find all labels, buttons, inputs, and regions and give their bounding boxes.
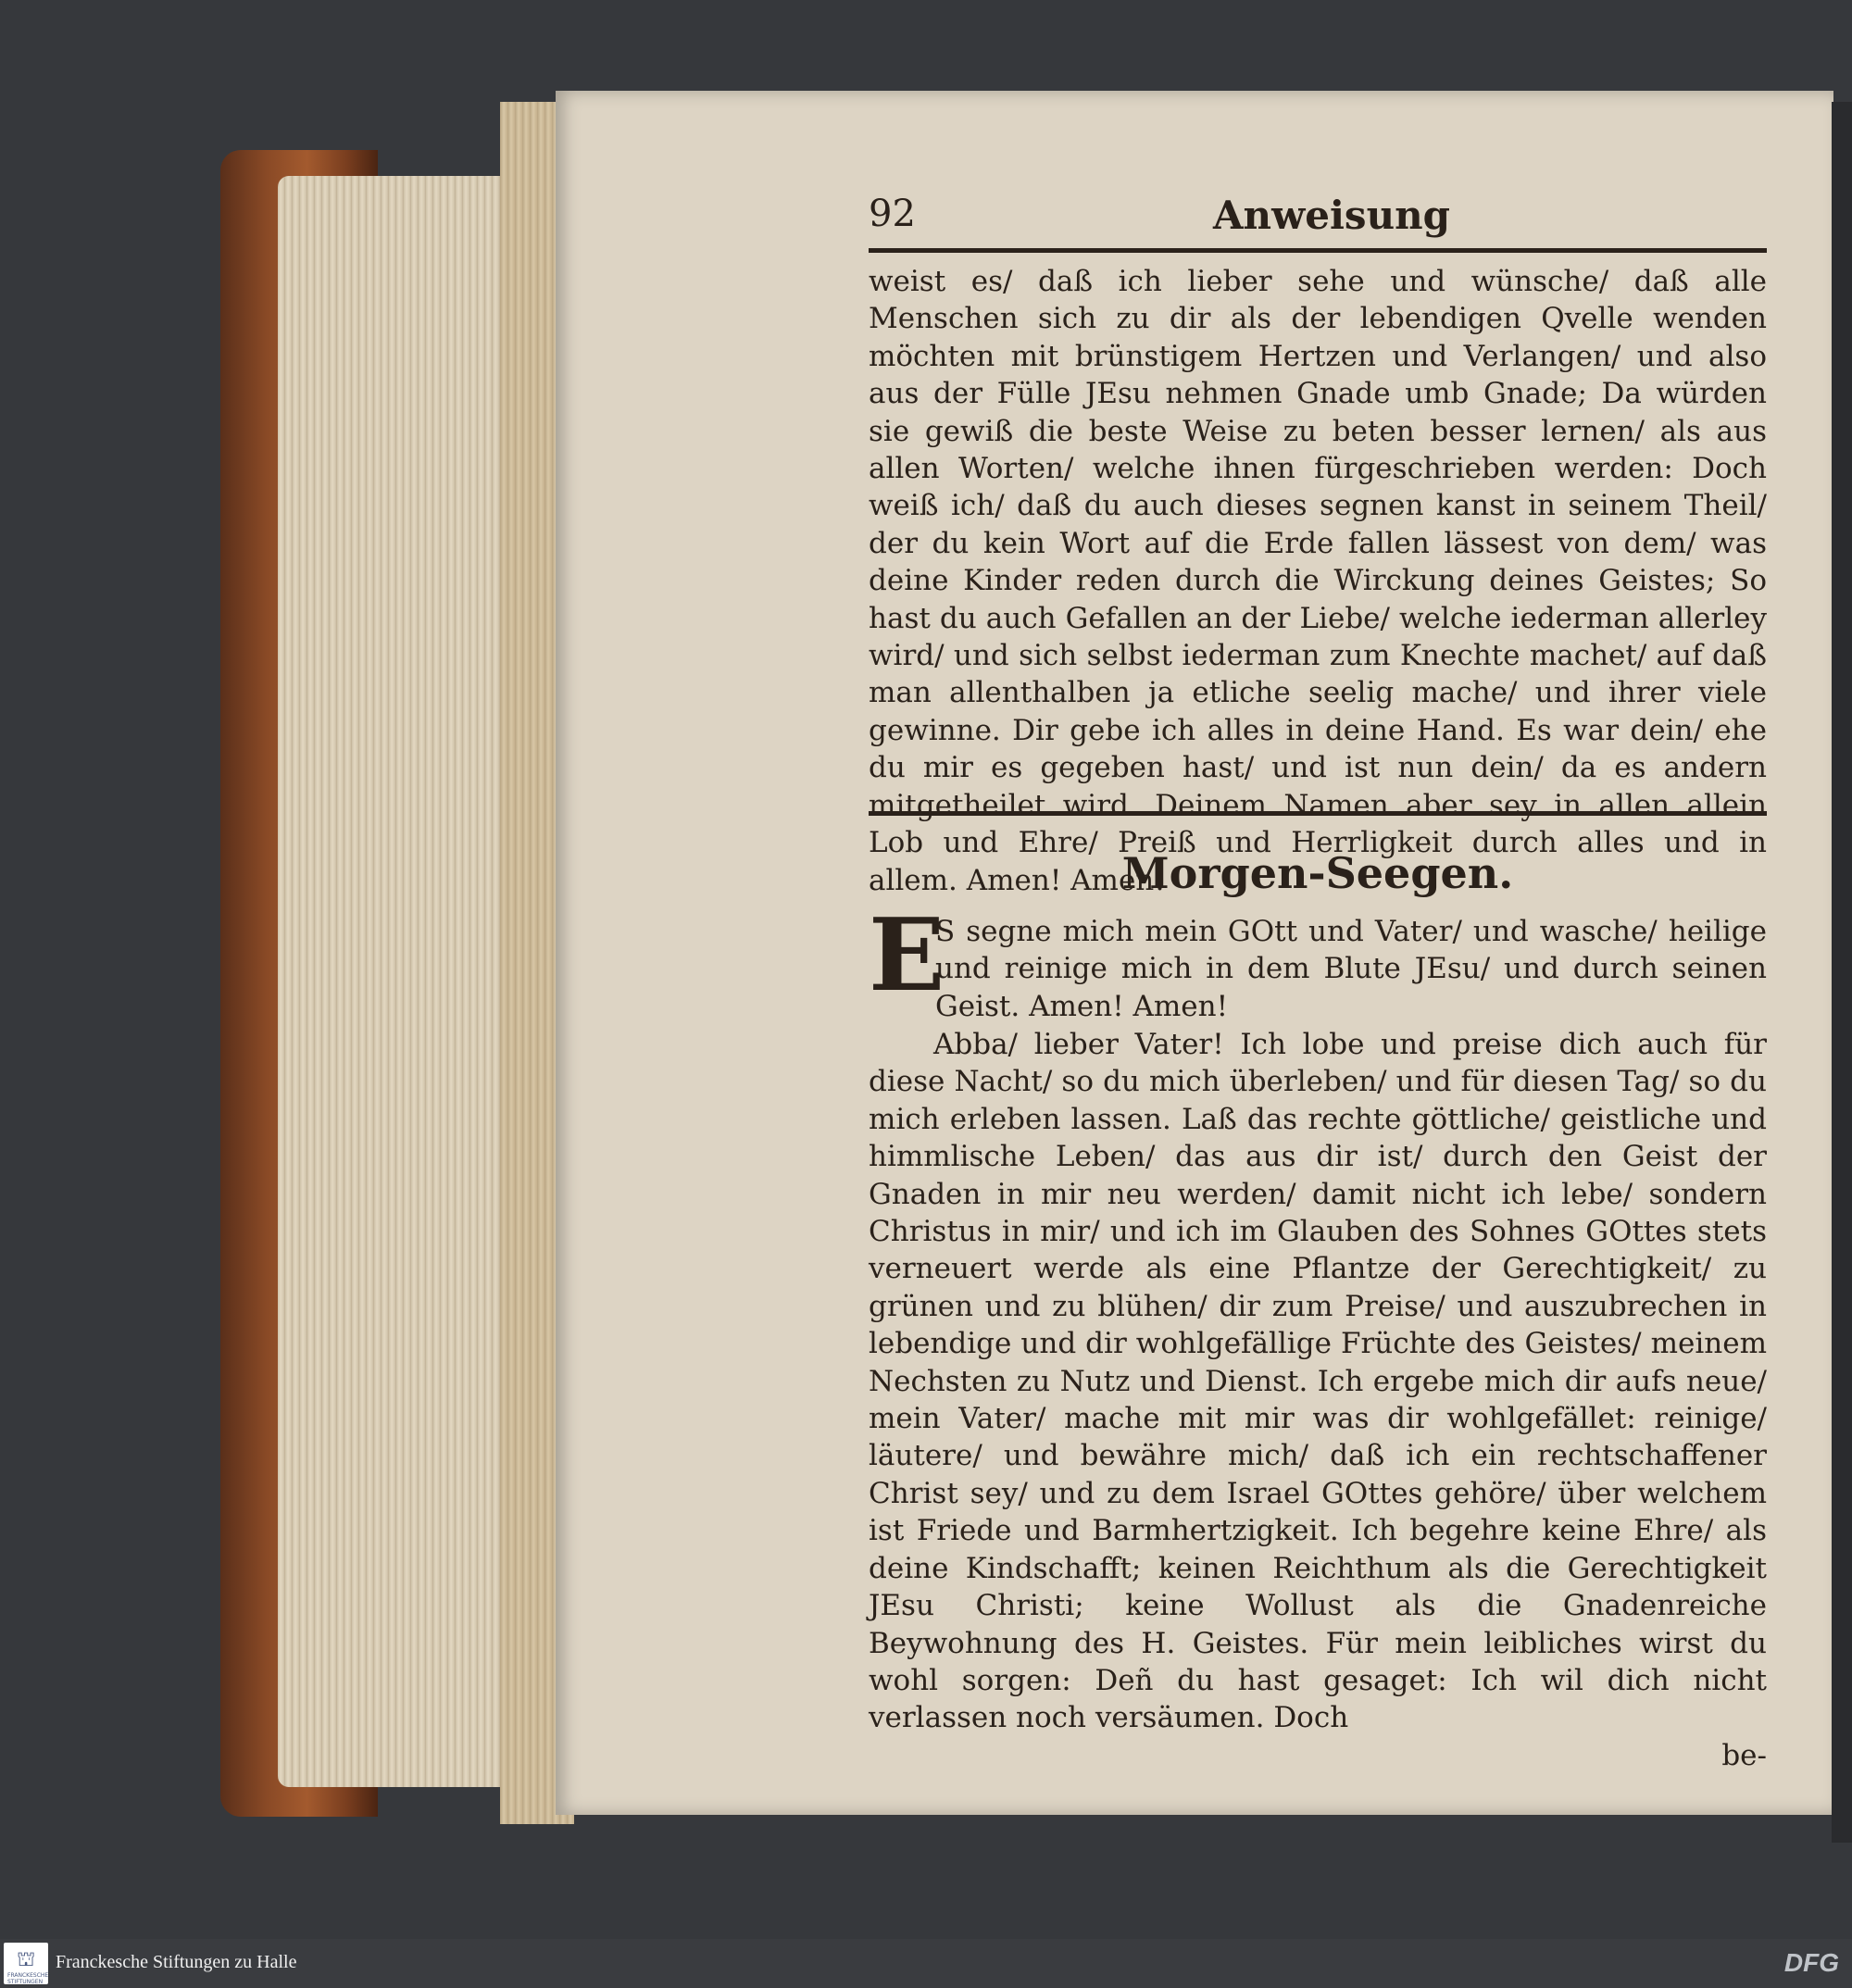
section-opening: S segne mich mein GOtt und Vater/ und wasche/ heilige und reinige mich in dem Blute JEsu/ und durch seinen Geist. Amen! Amen! <box>935 915 1767 1023</box>
logo-text: FRANCKESCHE STIFTUNGEN <box>7 1972 49 1985</box>
institution-logo[interactable] <box>4 1943 48 1984</box>
section-divider <box>869 811 1767 816</box>
page-header <box>869 193 1795 248</box>
section-title: Morgen-Seegen. <box>1121 848 1514 898</box>
dfg-logo[interactable]: DFG <box>1783 1948 1839 1977</box>
catchword: be- <box>1721 1738 1767 1772</box>
header-rule <box>869 248 1767 253</box>
building-icon: ⛫ <box>17 1948 36 1971</box>
section-paragraph <box>869 1026 1767 1774</box>
viewer-footer <box>0 1939 1852 1988</box>
institution-name[interactable]: Franckesche Stiftungen zu Halle <box>56 1952 297 1972</box>
book-page <box>556 91 1833 1815</box>
page-number: 92 <box>869 193 916 235</box>
section-paragraph-text: Abba/ lieber Vater! Ich lobe und preise dich auch für diese Nacht/ so du mich überleben/ und für diesen Tag/ so du mich erleben lassen. Laß das rechte göttliche/ geistliche und himmlische Leben/ das aus dir ist/ durch den Geist der Gnaden in mir neu werden/ damit nicht ich lebe/ sondern Christus in mir/ und ich im Glauben des Sohnes GOttes stets verneuert werde als eine Pflantze der Gerechtigkeit/ zu grünen und zu blühen/ dir zum Preise/ und auszubrechen in lebendige und dir wohlgefällige Früchte des Geistes/ meinem Nechsten zu Nutz und Dienst. Ich ergebe mich dir aufs neue/ mein Vater/ mache mit mir was dir wohlgefället: reinige/ läutere/ und bewähre mich/ daß ich ein rechtschaffener Christ sey/ und zu dem Israel GOttes gehöre/ über welchem ist Friede und Barmhertzigkeit. Ich begehre keine Ehre/ als deine Kindschafft; keinen Reichthum als die Gerechtigkeit JEsu Christi; keine Wollust als die Gnadenreiche Beywohnung des H. Geistes. Für mein leibliches wirst du wohl sorgen: Deñ du hast gesaget: Ich wil dich nicht verlassen noch versäumen. Doch <box>869 1028 1767 1735</box>
prayer-end-text: weist es/ daß ich lieber sehe und wünsche/ daß alle Menschen sich zu dir als der lebendigen Qvelle wenden möchten mit brünstigem Hertzen und Verlangen/ und also aus der Fülle JEsu nehmen Gnade umb Gnade; Da würden sie gewiß die beste Weise zu beten besser lernen/ als aus allen Worten/ welche ihnen fürgeschrieben werden: Doch weiß ich/ daß du auch dieses segnen kanst in seinem Theil/ der du kein Wort auf die Erde fallen lässest von dem/ was deine Kinder reden durch die Wirckung deines Geistes; So hast du auch Gefallen an der Liebe/ welche iederman allerley wird/ und sich selbst iederman zum Knechte machet/ auf daß man allenthalben ja etliche seelig mache/ und ihrer viele gewinne. Dir gebe ich alles in deine Hand. Es war dein/ ehe du mir es gegeben hast/ und ist nun dein/ da es andern mitgetheilet wird. Deinem Namen aber sey in allen allein Lob und Ehre/ Preiß und Herrligkeit durch alles und in allem. Amen! Amen! <box>869 265 1767 897</box>
drop-initial: E <box>869 897 945 1014</box>
running-title: Anweisung <box>1212 193 1451 238</box>
scan-right-edge <box>1832 102 1852 1843</box>
